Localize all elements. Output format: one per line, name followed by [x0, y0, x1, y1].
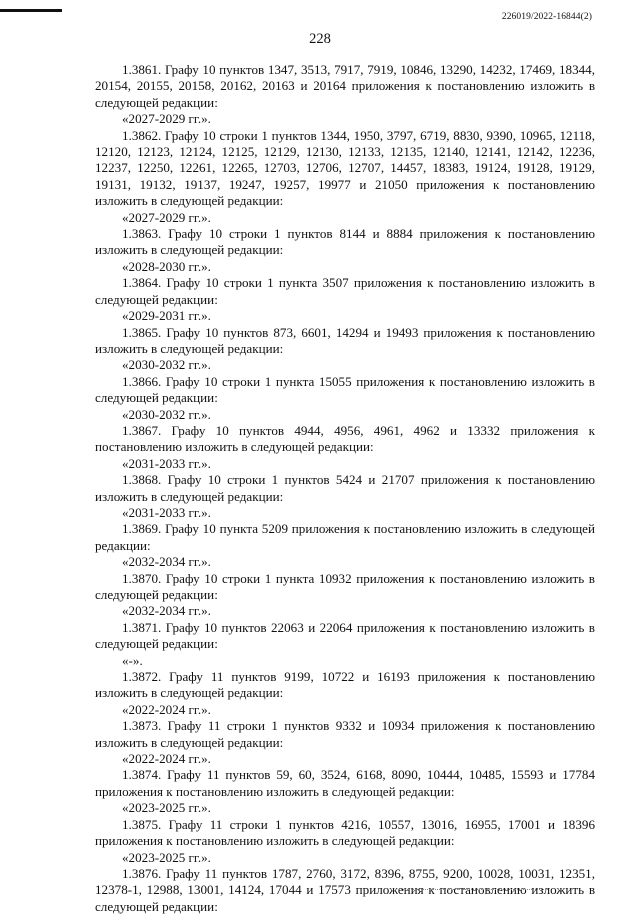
item-text: 1.3861. Графу 10 пунктов 1347, 3513, 7917, 7919, 10846, 13290, 14232, 17469, 18344, 20154, 20155, 20158, 20162, 20163 и 20164 приложения к постановлению изложить в следующей редакции: — [95, 62, 595, 110]
item-text: 1.3864. Графу 10 строки 1 пункта 3507 приложения к постановлению изложить в следующей редакции: — [95, 275, 595, 307]
item-text: 1.3876. Графу 11 пунктов 1787, 2760, 3172, 8396, 8755, 9200, 10028, 10031, 12351, 12378-1, 12988, 13001, 14124, 17044 и 17573 приложения к постановлению изложить в следующей редакции: — [95, 865, 595, 914]
item-value: «2032-2034 гг.». — [122, 554, 211, 570]
item-text: 1.3870. Графу 10 строки 1 пункта 10932 приложения к постановлению изложить в следующей редакции: — [95, 570, 595, 602]
item-value: «2030-2032 гг.». — [122, 357, 211, 373]
item-text: 1.3872. Графу 11 пунктов 9199, 10722 и 16193 приложения к постановлению изложить в следующей редакции: — [95, 669, 595, 701]
item-text: 1.3874. Графу 11 пунктов 59, 60, 3524, 6168, 8090, 10444, 10485, 15593 и 17784 приложения к постановлению изложить в следующей редакции: — [95, 767, 595, 799]
page-number: 228 — [309, 31, 331, 47]
item-value: «2027-2029 гг.». — [122, 209, 211, 225]
item-text: 1.3866. Графу 10 строки 1 пункта 15055 приложения к постановлению изложить в следующей редакции: — [95, 373, 595, 406]
footer-scan-mark — [398, 889, 548, 891]
item-value: «2023-2025 гг.». — [122, 800, 211, 816]
document-body — [95, 62, 595, 915]
item-value: «2028-2030 гг.». — [122, 258, 211, 274]
item-value: «2022-2024 гг.». — [122, 701, 211, 717]
item-text: 1.3871. Графу 10 пунктов 22063 и 22064 приложения к постановлению изложить в следующей редакции: — [95, 619, 595, 652]
item-text: 1.3865. Графу 10 пунктов 873, 6601, 14294 и 19493 приложения к постановлению изложить в следующей редакции: — [95, 324, 595, 356]
top-scan-bar — [0, 9, 62, 12]
item-text: 1.3873. Графу 11 строки 1 пунктов 9332 и 10934 приложения к постановлению изложить в следующей редакции: — [95, 718, 595, 750]
item-value: «2030-2032 гг.». — [122, 406, 211, 422]
item-value: «2032-2034 гг.». — [122, 603, 211, 619]
item-text: 1.3862. Графу 10 строки 1 пунктов 1344, 1950, 3797, 6719, 8830, 9390, 10965, 12118, 12120, 12123, 12124, 12125, 12129, 12130, 12133, 12135, 12140, 12141, 12142, 12236, 12237, 12250, 12261, 12265, 12703, 12706, 12707, 14457, 18383, 19124, 19128, 19129, 19131, 19132, 19137, 19247, 19257, 19977 и 21050 приложения к постановлению изложить в следующей редакции: — [95, 127, 595, 209]
item-text: 1.3875. Графу 11 строки 1 пунктов 4216, 10557, 13016, 16955, 17001 и 18396 приложения к постановлению изложить в следующей редакции: — [95, 816, 595, 849]
item-text: 1.3867. Графу 10 пунктов 4944, 4956, 4961, 4962 и 13332 приложения к постановлению изложить в следующей редакции: — [95, 422, 595, 455]
item-value: «2022-2024 гг.». — [122, 751, 211, 767]
item-text: 1.3863. Графу 10 строки 1 пунктов 8144 и 8884 приложения к постановлению изложить в следующей редакции: — [95, 226, 595, 258]
item-value: «2031-2033 гг.». — [122, 504, 211, 520]
item-value: «-». — [122, 652, 143, 668]
item-value: «2027-2029 гг.». — [122, 111, 211, 127]
item-value: «2029-2031 гг.». — [122, 308, 211, 324]
item-text: 1.3868. Графу 10 строки 1 пунктов 5424 и 21707 приложения к постановлению изложить в следующей редакции: — [95, 472, 595, 504]
item-value: «2031-2033 гг.». — [122, 455, 211, 471]
item-value: «2023-2025 гг.». — [122, 849, 211, 865]
item-text: 1.3869. Графу 10 пункта 5209 приложения к постановлению изложить в следующей редакции: — [95, 521, 595, 553]
document-code: 226019/2022-16844(2) — [501, 12, 592, 22]
